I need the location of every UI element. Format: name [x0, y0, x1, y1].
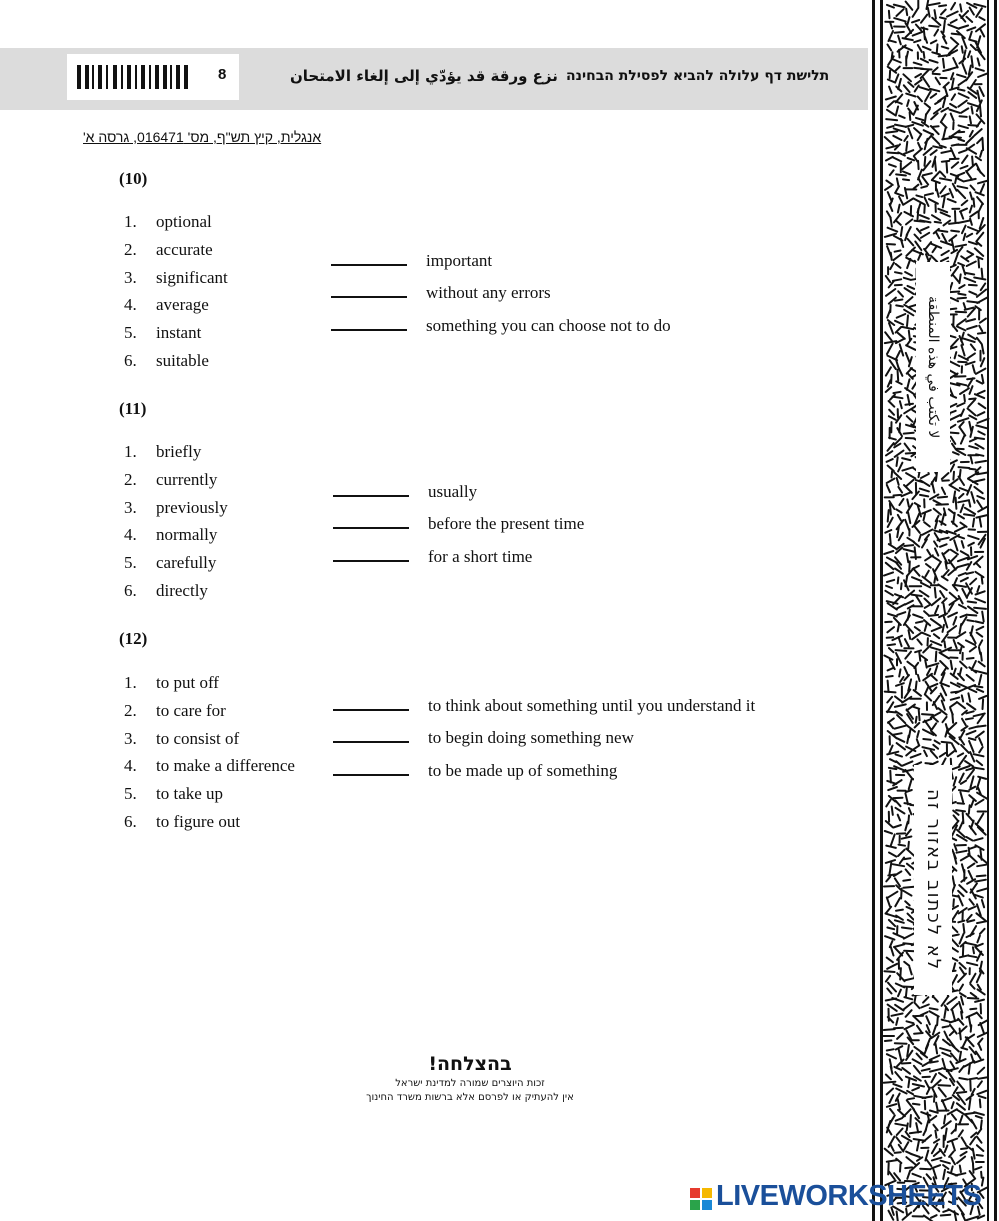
definition: important	[426, 250, 493, 270]
list-item	[124, 752, 295, 780]
question-number: (10)	[119, 169, 148, 188]
question-number: (11)	[119, 399, 147, 418]
word: instant	[156, 323, 202, 343]
liveworksheets-logo-icon	[690, 1188, 712, 1210]
word: suitable	[156, 350, 209, 370]
list-item	[124, 725, 295, 753]
definition: usually	[428, 481, 478, 501]
item-number: 3.	[124, 267, 137, 287]
arabic-notice: نزع ورقة قد يؤدّي إلى إلغاء الامتحان	[290, 67, 558, 85]
word: briefly	[156, 442, 202, 461]
answer-blank[interactable]	[333, 741, 409, 743]
list-item	[124, 264, 228, 292]
definition: to begin doing something new	[428, 728, 634, 747]
list-item	[124, 780, 295, 808]
hebrew-warning: לא לכתוב באזור זה	[914, 765, 952, 995]
question-number: (12)	[119, 629, 148, 648]
item-number: 6.	[124, 811, 137, 831]
list-item	[124, 347, 228, 375]
definition-list	[333, 685, 755, 783]
word: average	[156, 295, 209, 315]
word: previously	[156, 497, 228, 517]
list-item	[124, 291, 228, 319]
definition: for a short time	[428, 546, 533, 566]
list-item	[124, 236, 228, 264]
item-number: 4.	[124, 525, 137, 545]
definition-row	[333, 718, 755, 751]
item-number: 4.	[124, 295, 137, 315]
list-item	[124, 669, 295, 697]
barcode-box	[67, 54, 239, 100]
no-write-strip	[868, 0, 999, 1221]
answer-blank[interactable]	[333, 527, 409, 529]
answer-blank[interactable]	[333, 560, 409, 562]
copyright-line-1: זכות היוצרים שמורה למדינת ישראל	[395, 1078, 545, 1089]
item-number: 6.	[124, 350, 137, 370]
item-number: 5.	[124, 784, 137, 804]
definition-list	[333, 471, 584, 569]
word: optional	[156, 212, 212, 231]
definition-row	[331, 240, 671, 273]
word: to care for	[156, 700, 226, 720]
item-number: 2.	[124, 469, 137, 489]
subject-line: אנגלית, קיץ תש"ף, מס' 016471, גרסה א'	[83, 129, 322, 145]
definition-row	[331, 273, 671, 306]
item-number: 6.	[124, 580, 137, 600]
item-number: 1.	[124, 442, 137, 461]
page-number: 8	[218, 66, 227, 83]
definition: something you can choose not to do	[426, 315, 671, 335]
list-item	[124, 438, 228, 466]
item-number: 2.	[124, 239, 137, 259]
list-item	[124, 808, 295, 836]
item-number: 3.	[124, 728, 137, 748]
answer-blank[interactable]	[333, 495, 409, 497]
definition: to think about something until you understand it	[428, 695, 756, 715]
definition: before the present time	[428, 514, 585, 533]
definition-row	[331, 305, 671, 338]
item-number: 1.	[124, 212, 137, 231]
definition-row	[333, 504, 584, 537]
answer-blank[interactable]	[331, 264, 407, 266]
definition-row	[333, 685, 755, 718]
answer-blank[interactable]	[331, 329, 407, 331]
watermark-text: LIVEWORKSHEETS	[716, 1180, 982, 1212]
definition-row	[333, 471, 584, 504]
definition: without any errors	[426, 283, 551, 302]
word-list	[124, 438, 228, 605]
word: directly	[156, 580, 208, 600]
answer-blank[interactable]	[333, 774, 409, 776]
strip-pattern	[868, 0, 999, 1221]
word: currently	[156, 469, 218, 489]
word: normally	[156, 525, 218, 545]
list-item	[124, 466, 228, 494]
header-band	[0, 48, 868, 110]
definition: to be made up of something	[428, 760, 618, 780]
good-luck-text: בהצלחה!	[428, 1053, 512, 1075]
arabic-warning: لا تكتب في هذه المنطقة	[916, 262, 950, 472]
word: to take up	[156, 784, 224, 804]
word: to make a difference	[156, 756, 295, 776]
list-item	[124, 208, 228, 236]
list-item	[124, 577, 228, 605]
definition-row	[333, 750, 755, 783]
word-list	[124, 208, 228, 375]
barcode-icon	[77, 65, 191, 89]
list-item	[124, 521, 228, 549]
word: to consist of	[156, 728, 240, 748]
item-number: 1.	[124, 673, 137, 692]
list-item	[124, 697, 295, 725]
list-item	[124, 319, 228, 347]
word: significant	[156, 267, 228, 287]
word: carefully	[156, 553, 217, 573]
definition-list	[331, 240, 671, 338]
item-number: 4.	[124, 756, 137, 776]
word: accurate	[156, 239, 213, 259]
item-number: 2.	[124, 700, 137, 720]
answer-blank[interactable]	[331, 296, 407, 298]
answer-blank[interactable]	[333, 709, 409, 711]
word: to figure out	[156, 811, 241, 831]
item-number: 5.	[124, 553, 137, 573]
hebrew-notice: תלישת דף עלולה להביא לפסילת הבחינה	[566, 68, 830, 84]
item-number: 5.	[124, 323, 137, 343]
word-list	[124, 669, 295, 836]
definition-row	[333, 536, 584, 569]
list-item	[124, 549, 228, 577]
copyright-line-2: אין להעתיק או לפרסם אלא ברשות משרד החינוך	[366, 1092, 574, 1103]
word: to put off	[156, 673, 219, 692]
list-item	[124, 494, 228, 522]
item-number: 3.	[124, 497, 137, 517]
